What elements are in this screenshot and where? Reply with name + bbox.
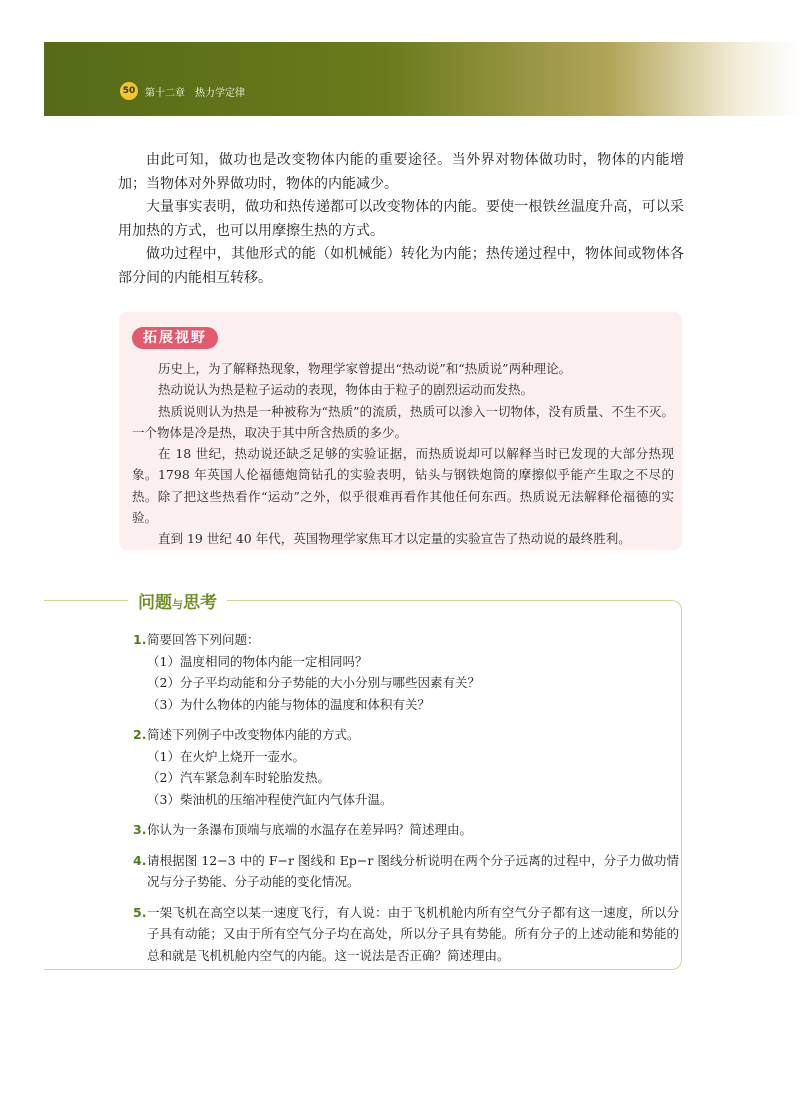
chapter-title: 第十二章 热力学定律 [145,88,245,99]
question-item [133,819,679,841]
question-sub: （3）柴油机的压缩冲程使汽缸内气体升温。 [147,791,393,807]
extension-paragraph: 热质说则认为热是一种被称为“热质”的流质，热质可以渗入一切物体，没有质量、不生不灭。一个物体是冷是热，取决于其中所含热质的多少。 [132,403,674,440]
extension-paragraph: 历史上，为了解释热现象，物理学家曾提出“热动说”和“热质说”两种理论。 [158,361,572,376]
question-text: 你认为一条瀑布顶端与底端的水温存在差异吗？简述理由。 [147,822,473,837]
question-number: 5. [133,904,147,920]
question-sub: （3）为什么物体的内能与物体的温度和体积有关？ [147,696,430,712]
body-text [118,149,684,290]
question-item [133,902,679,967]
question-number: 2. [133,727,147,742]
question-item [133,724,679,810]
page-number: 50 [120,82,138,100]
extension-paragraph: 在 18 世纪，热动说还缺乏足够的实验证据，而热质说却可以解释当时已发现的大部分热现象。1798 年英国人伦福德炮筒钻孔的实验表明，钻头与钢铁炮筒的摩擦似乎能产生取之不尽的热。除了把这些热看作“运动”之外，似乎很难再看作其他任何东西。热质说无法解释伦福德的实验。 [132,446,674,526]
header-band [44,42,800,116]
question-sub: （2）分子平均动能和分子势能的大小分别与哪些因素有关？ [147,675,480,690]
question-item [133,629,679,715]
question-sub: （1）温度相同的物体内能一定相同吗？ [147,653,368,669]
question-sub: （2）汽车紧急刹车时轮胎发热。 [147,770,330,785]
question-text: 简述下列例子中改变物体内能的方式。 [147,727,360,742]
questions-title-conj: 与 [172,598,183,611]
extension-paragraph: 热动说认为热是粒子运动的表现，物体由于粒子的剧烈运动而发热。 [158,382,534,398]
questions-title-a: 问题 [138,593,172,613]
question-number: 3. [133,822,147,837]
questions-title [128,588,227,613]
body-paragraph: 做功过程中，其他形式的能（如机械能）转化为内能；热传递过程中，物体间或物体各部分间的内能相互转移。 [118,246,684,286]
question-text: 一架飞机在高空以某一速度飞行，有人说：由于飞机机舱内所有空气分子都有这一速度，所以分子具有动能；又由于所有空气分子均在高处，所以分子具有势能。所有分子的上述动能和势能的总和就是飞机机舱内空气的内能。这一说法是否正确？简述理由。 [147,904,679,963]
extension-text [132,358,674,550]
question-item [133,850,679,893]
question-text: 请根据图 12−3 中的 F−r 图线和 Ep−r 图线分析说明在两个分子远离的过程中，分子力做功情况与分子势能、分子动能的变化情况。 [147,852,679,889]
body-paragraph: 由此可知，做功也是改变物体内能的重要途径。当外界对物体做功时，物体的内能增加；当物体对外界做功时，物体的内能减少。 [118,152,684,192]
extension-paragraph: 直到 19 世纪 40 年代，英国物理学家焦耳才以定量的实验宣告了热动说的最终胜利。 [158,531,631,547]
question-number: 4. [133,852,147,868]
question-number: 1. [133,632,147,647]
extension-title: 拓展视野 [132,327,218,349]
body-paragraph: 大量事实表明，做功和热传递都可以改变物体的内能。要使一根铁丝温度升高，可以采用加热的方式，也可以用摩擦生热的方式。 [118,199,684,239]
question-text: 简要回答下列问题： [147,632,260,647]
question-list [133,629,679,975]
question-sub: （1）在火炉上烧开一壶水。 [147,748,305,764]
questions-title-b: 思考 [183,593,217,613]
